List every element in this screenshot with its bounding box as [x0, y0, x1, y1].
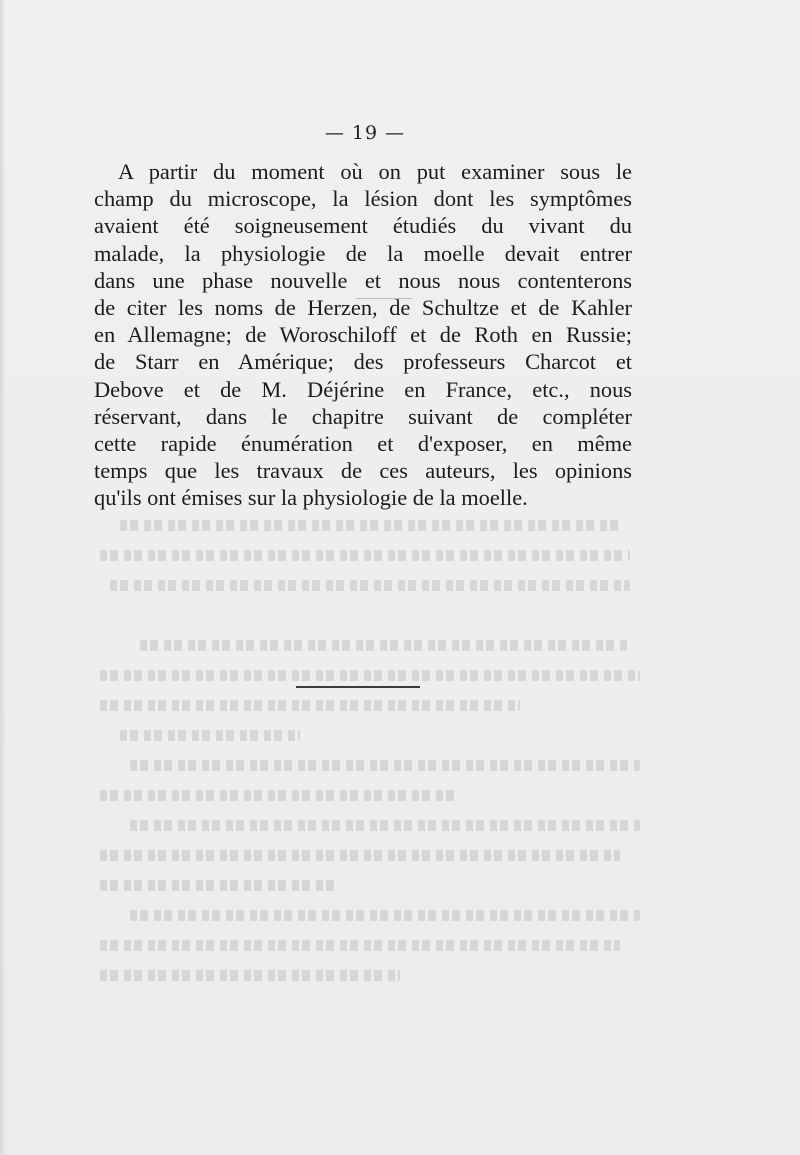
- text-line: en Allemagne; de Woroschiloff et de Roth en Russie;: [94, 322, 632, 348]
- text-line: champ du microscope, la lésion dont les symptômes: [94, 186, 632, 212]
- text-line: de citer les noms de Herzen, de Schultze et de Kahler: [94, 295, 632, 321]
- faint-rule: [356, 298, 412, 299]
- body-paragraph: [94, 158, 632, 512]
- text-line: malade, la physiologie de la moelle devait entrer: [94, 240, 632, 266]
- page-edge-shadow: [0, 0, 6, 1155]
- page-number: — 19 —: [324, 122, 406, 144]
- text-line: qu'ils ont émises sur la physiologie de la moelle.: [94, 485, 528, 511]
- bleed-through-text: [100, 520, 660, 1000]
- text-line: Debove et de M. Déjérine en France, etc., nous: [94, 376, 632, 402]
- text-line: A partir du moment où on put examiner sous le: [118, 159, 632, 184]
- text-line: cette rapide énumération et d'exposer, en même: [94, 431, 632, 457]
- section-rule: [296, 686, 420, 688]
- text-line: dans une phase nouvelle et nous nous contenterons: [94, 267, 632, 293]
- text-line: avaient été soigneusement étudiés du vivant du: [94, 213, 632, 239]
- text-line: réservant, dans le chapitre suivant de compléter: [94, 403, 632, 429]
- text-line: de Starr en Amérique; des professeurs Charcot et: [94, 349, 632, 375]
- text-line: temps que les travaux de ces auteurs, les opinions: [94, 458, 632, 484]
